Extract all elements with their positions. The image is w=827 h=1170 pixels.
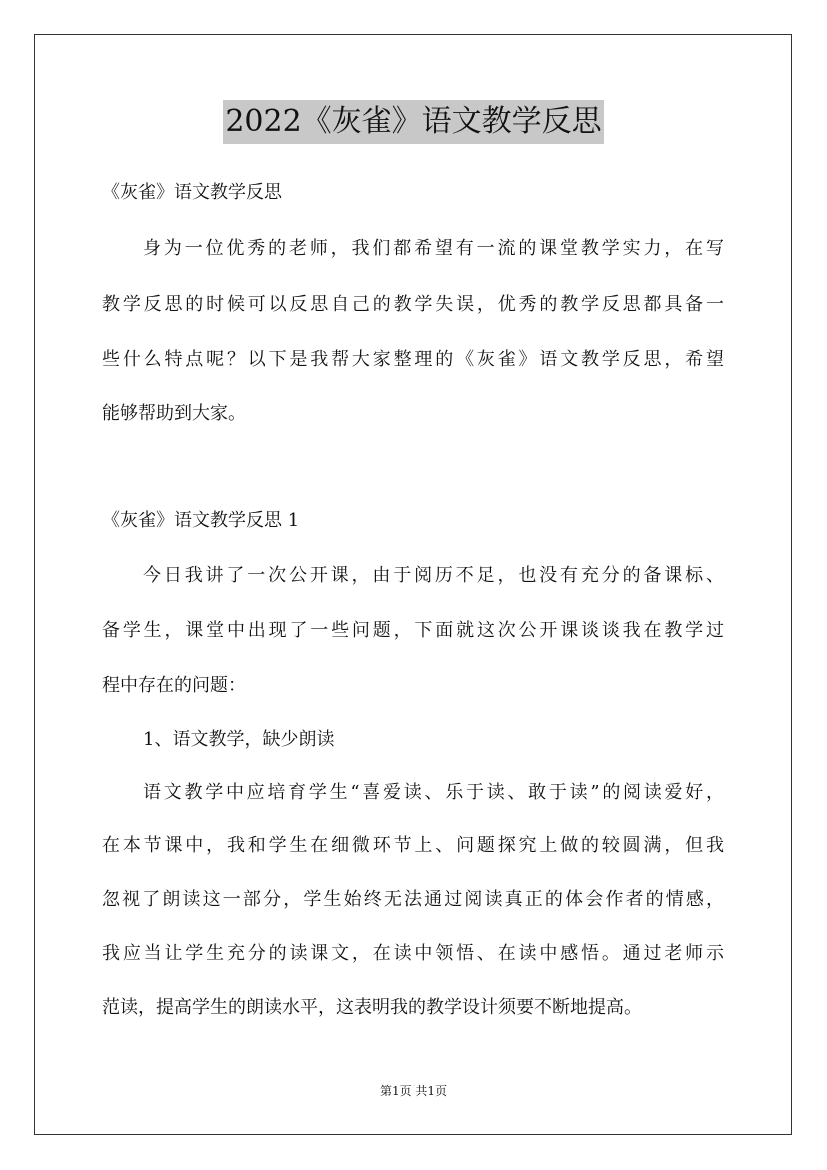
point-heading: 1、语文教学，缺少朗读 xyxy=(143,729,335,750)
document-title: 2022《灰雀》语文教学反思 xyxy=(223,100,603,144)
para2-line-4: 我应当让学生充分的读课文，在读中领悟、在读中感悟。通过老师示 xyxy=(102,943,724,964)
page-footer: 第1页 共1页 xyxy=(379,1084,448,1098)
intro-line-3: 些什么特点呢？以下是我帮大家整理的《灰雀》语文教学反思，希望 xyxy=(102,349,724,370)
section-heading: 《灰雀》语文教学反思 1 xyxy=(102,510,300,531)
title-container xyxy=(0,100,827,144)
para1-line-3: 程中存在的问题： xyxy=(102,675,246,696)
para1-line-2: 备学生，课堂中出现了一些问题，下面就这次公开课谈谈我在教学过 xyxy=(102,620,724,641)
para1-line-1: 今日我讲了一次公开课，由于阅历不足，也没有充分的备课标、 xyxy=(143,565,724,586)
para2-line-3: 忽视了朗读这一部分，学生始终无法通过阅读真正的体会作者的情感， xyxy=(102,889,724,910)
intro-line-1: 身为一位优秀的老师，我们都希望有一流的课堂教学实力，在写 xyxy=(143,238,724,259)
para2-line-2: 在本节课中，我和学生在细微环节上、问题探究上做的较圆满，但我 xyxy=(102,835,724,856)
document-subtitle: 《灰雀》语文教学反思 xyxy=(102,182,282,203)
intro-line-4: 能够帮助到大家。 xyxy=(102,403,246,424)
intro-line-2: 教学反思的时候可以反思自己的教学失误，优秀的教学反思都具备一 xyxy=(102,294,724,315)
para2-line-5: 范读，提高学生的朗读水平，这表明我的教学设计须要不断地提高。 xyxy=(102,997,642,1018)
para2-line-1: 语文教学中应培育学生“喜爱读、乐于读、敢于读”的阅读爱好， xyxy=(143,782,724,803)
